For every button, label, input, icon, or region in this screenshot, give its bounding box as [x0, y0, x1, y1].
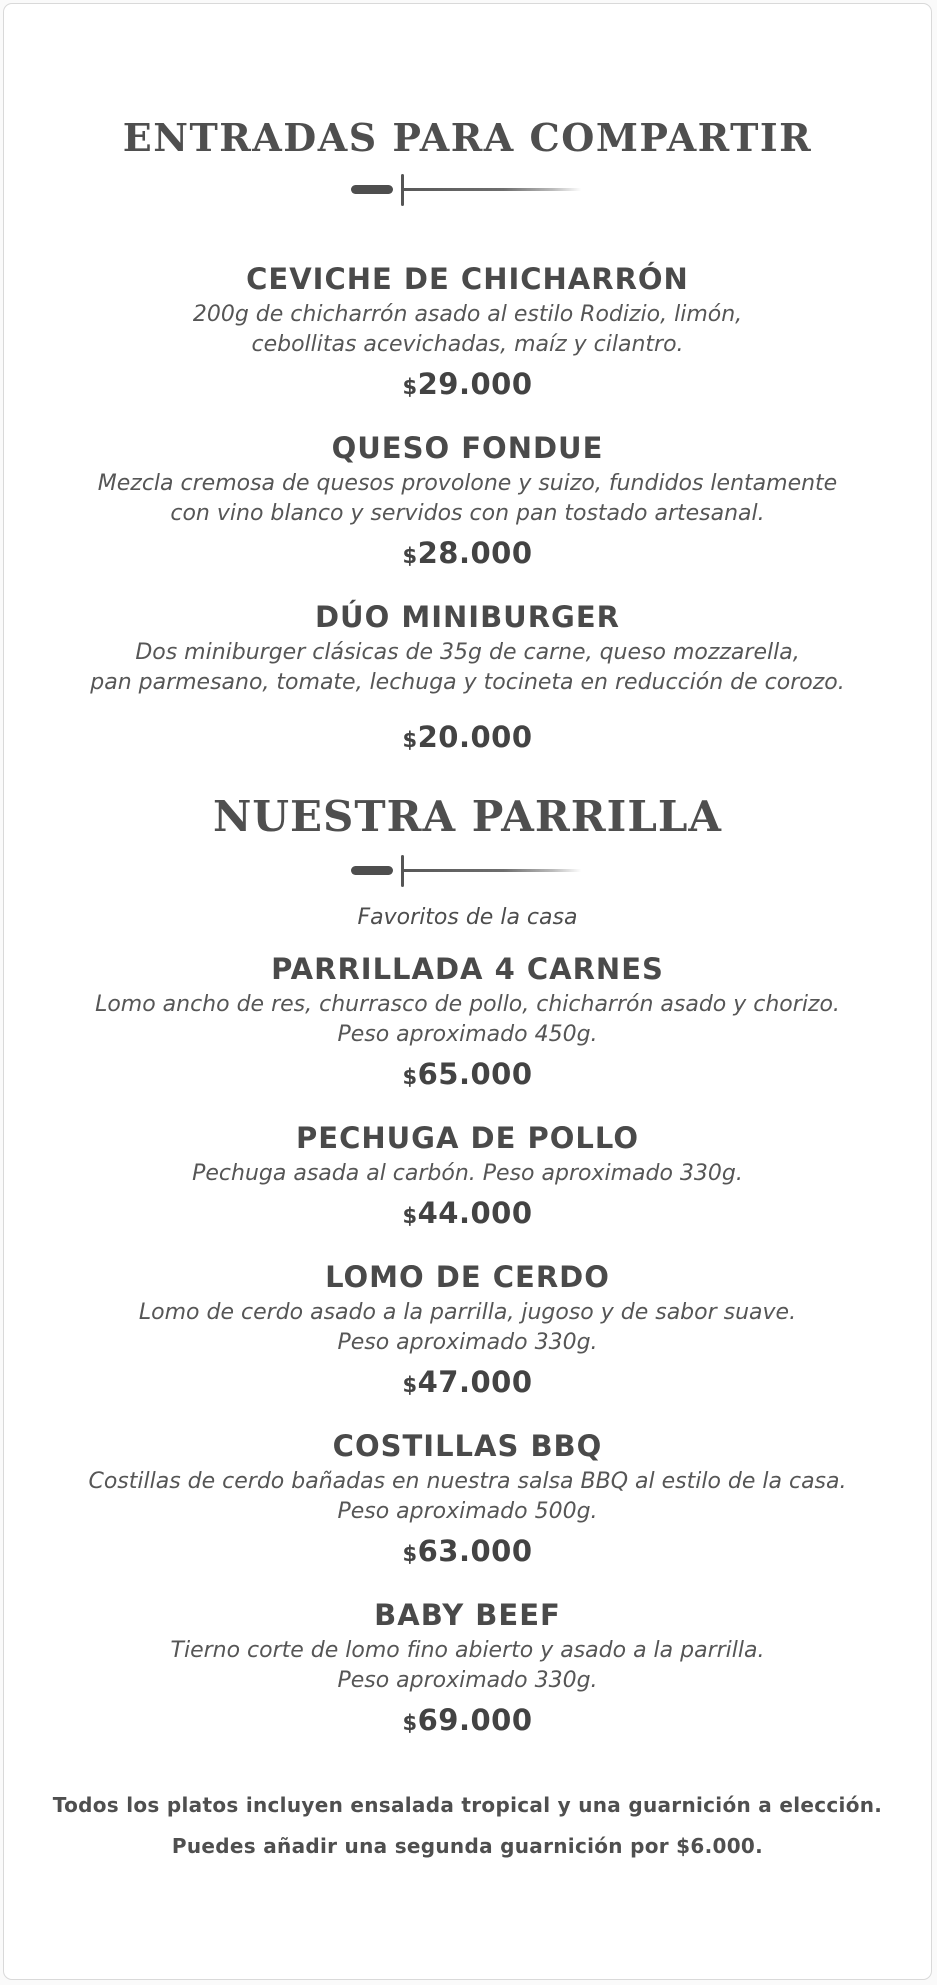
section-parrilla	[4, 793, 931, 1740]
price-symbol: $	[402, 1372, 418, 1397]
item-description-line: Costillas de cerdo bañadas en nuestra salsa BBQ al estilo de la casa.	[88, 1468, 847, 1494]
price-amount: 47.000	[417, 1364, 533, 1399]
item-description	[4, 1467, 931, 1527]
section-subtitle: Favoritos de la casa	[357, 904, 578, 930]
price-amount: 63.000	[417, 1533, 533, 1568]
item-description-line: con vino blanco y servidos con pan tostado artesanal.	[170, 500, 765, 526]
item-price	[4, 720, 931, 757]
item-price	[4, 1534, 931, 1571]
skewer-blade-shape	[404, 188, 585, 191]
item-price	[4, 367, 931, 404]
item-description-line: pan parmesano, tomate, lechuga y tocineta en reducción de corozo.	[90, 669, 845, 695]
item-name: LOMO DE CERDO	[325, 1259, 610, 1294]
section-title: ENTRADAS PARA COMPARTIR	[122, 115, 813, 160]
item-description-line: Tierno corte de lomo fino abierto y asado a la parrilla.	[170, 1637, 765, 1663]
item-description	[4, 1159, 931, 1189]
item-description-line: Peso aproximado 330g.	[337, 1329, 598, 1355]
skewer-handle-shape	[351, 185, 393, 194]
item-price	[4, 1196, 931, 1233]
price-amount: 28.000	[417, 535, 533, 570]
item-description-line: 200g de chicharrón asado al estilo Rodizio, limón,	[192, 301, 743, 327]
item-description	[4, 638, 931, 698]
price-symbol: $	[402, 1541, 418, 1566]
item-description-line: Peso aproximado 330g.	[337, 1667, 598, 1693]
price-amount: 69.000	[417, 1702, 533, 1737]
item-name: COSTILLAS BBQ	[332, 1428, 603, 1463]
item-description	[4, 1636, 931, 1696]
item-description	[4, 990, 931, 1050]
item-name: QUESO FONDUE	[331, 430, 604, 465]
item-list	[4, 952, 931, 1740]
price-amount: 44.000	[417, 1195, 533, 1230]
item-description	[4, 300, 931, 360]
item-price	[4, 536, 931, 573]
divider-row	[4, 174, 931, 206]
menu-item	[4, 1121, 931, 1233]
item-description-line: Lomo de cerdo asado a la parrilla, jugoso y de sabor suave.	[138, 1299, 797, 1325]
price-symbol: $	[402, 1203, 418, 1228]
item-name: BABY BEEF	[374, 1597, 561, 1632]
item-description-line: Peso aproximado 450g.	[337, 1021, 598, 1047]
divider-row	[4, 855, 931, 887]
section-entradas	[4, 4, 931, 757]
price-amount: 20.000	[417, 719, 533, 754]
price-symbol: $	[402, 374, 418, 399]
footer-note	[4, 1785, 931, 1867]
item-description-line: Lomo ancho de res, churrasco de pollo, chicharrón asado y chorizo.	[95, 991, 840, 1017]
menu-item	[4, 1429, 931, 1571]
price-amount: 65.000	[417, 1056, 533, 1091]
price-symbol: $	[402, 1710, 418, 1735]
menu-item	[4, 952, 931, 1094]
skewer-blade-shape	[404, 869, 585, 872]
item-description	[4, 469, 931, 529]
menu-item	[4, 1260, 931, 1402]
item-description-line: Mezcla cremosa de quesos provolone y suizo, fundidos lentamente	[97, 470, 838, 496]
item-description-line: cebollitas acevichadas, maíz y cilantro.	[251, 331, 684, 357]
menu-item	[4, 1598, 931, 1740]
skewer-divider-icon	[351, 855, 585, 887]
item-description-line: Pechuga asada al carbón. Peso aproximado 330g.	[192, 1160, 743, 1186]
menu-item	[4, 262, 931, 404]
item-name: PECHUGA DE POLLO	[296, 1120, 639, 1155]
section-title: NUESTRA PARRILLA	[213, 791, 722, 841]
skewer-handle-shape	[351, 866, 393, 875]
price-symbol: $	[402, 543, 418, 568]
price-amount: 29.000	[417, 366, 533, 401]
price-symbol: $	[402, 727, 418, 752]
menu-item	[4, 431, 931, 573]
price-symbol: $	[402, 1064, 418, 1089]
footer-note-line: Puedes añadir una segunda guarnición por $6.000.	[171, 1834, 764, 1858]
item-price	[4, 1703, 931, 1740]
item-name: DÚO MINIBURGER	[314, 599, 620, 634]
item-price	[4, 1057, 931, 1094]
skewer-divider-icon	[351, 174, 585, 206]
item-price	[4, 1365, 931, 1402]
item-list	[4, 262, 931, 757]
menu-card	[3, 3, 932, 1980]
menu-item	[4, 600, 931, 757]
item-description-line: Dos miniburger clásicas de 35g de carne, queso mozzarella,	[135, 639, 800, 665]
item-name: PARRILLADA 4 CARNES	[271, 951, 664, 986]
footer-note-line: Todos los platos incluyen ensalada tropical y una guarnición a elección.	[52, 1793, 883, 1817]
item-description	[4, 1298, 931, 1358]
item-name: CEVICHE DE CHICHARRÓN	[246, 261, 689, 296]
item-description-line: Peso aproximado 500g.	[337, 1498, 598, 1524]
